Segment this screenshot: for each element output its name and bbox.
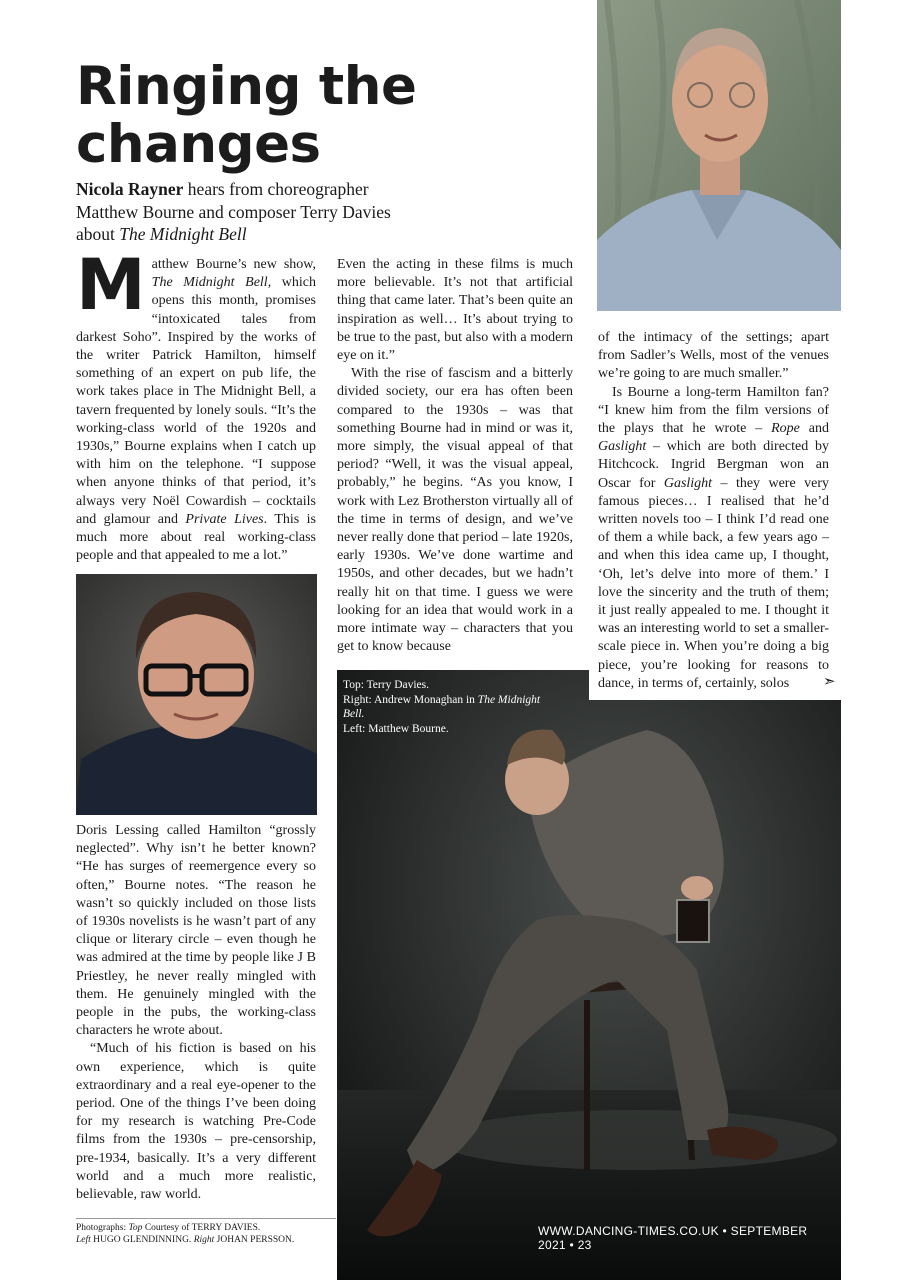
terry-davies-photo [597,0,841,311]
credits-divider [76,1218,336,1219]
footer-website-link[interactable]: WWW.DANCING-TIMES.CO.UK [538,1224,719,1238]
text-run: , which opens this month, promises “intoxicated tales from darkest Soho”. Inspired by the works of the writer Patrick Hamilton, himself something of an expert on pub life, the work takes place in The Midnight Bell, a tavern frequented by lonely souls. “It’s the working-class world of the 1920s and 1930s,” Bourne explains when I catch up with him on the telephone. “I suppose when anyone thinks of that period, it’s always very Noël Cowardish – cocktails and glamour and [76,275,316,527]
text-run: Even the acting in these films is much more believable. It’s not that artificial thing that came later. That’s been quite an inspiration as well… It’s about trying to be true to the past, but also with a modern eye on it.” [337,257,573,364]
text-run: With the rise of fascism and a bitterly divided society, our era has often been compared to the 1930s – was that something Bourne had in mind or was it, more simply, the visual appeal of that period? “Well, it was the visual appeal, probably,” he begins. “As you know, I work with Lez Brotherston virtually all of the time in terms of design, and we’ve never really done that period – late 1920s, early 1930s. We’ve done wartime and 1950s, and other decades, but we hadn’t really hit on that time. I guess we were looking for an idea that would work in a more intimate way – characters that you get to know because [337,366,573,655]
text-run: Is Bourne a long-term Hamilton fan? “I knew him from the film versions of the plays that he wrote – [598,384,829,437]
continue-arrow-icon: ➣ [823,672,836,690]
paragraph [598,384,829,693]
paragraph [76,1040,316,1204]
paragraph [76,822,316,1040]
paragraph [76,244,316,565]
article-column-2 [337,256,573,656]
photo-caption [343,678,543,736]
page-number: 23 [577,1238,592,1252]
credits-line: Left HUGO GLENDINNING. Right JOHAN PERSSON. [76,1235,295,1245]
caption-line: Right: Andrew Monaghan in The Midnight Bell. [343,693,541,721]
paragraph [598,329,829,384]
caption-line: Top: Terry Davies. [343,679,430,691]
text-run: . This is much more about real working-class people and that appealed to me a lot.” [76,511,316,564]
byline-author: Nicola Rayner [76,179,184,199]
credits-line: Photographs: Top Courtesy of TERRY DAVIES. [76,1223,261,1233]
italic-text: Gaslight [663,475,713,491]
footer-separator: • [565,1238,578,1252]
standfirst-text: hears from choreographer Matthew Bourne and composer Terry Davies about [76,179,391,244]
text-run: and [799,421,829,437]
paragraph [337,365,573,656]
footer-issue: SEPTEMBER 2021 [538,1224,808,1252]
text-run: of the intimacy of the settings; apart from Sadler’s Wells, most of the venues we’re going to are much smaller.” [598,330,829,382]
standfirst [76,178,406,246]
italic-text: The Midnight Bell [151,275,268,291]
drop-cap: M [76,244,146,326]
caption-line: Left: Matthew Bourne. [343,722,449,735]
italic-text: Rope [771,421,800,437]
text-run: Doris Lessing called Hamilton “grossly neglected”. Why isn’t he better known? “He has surges of reemergence every so often,” Bourne notes. “The reason he wasn’t so quickly included on those lists of 1930s novelists is he wasn’t part of any clique or literary circle – even though he was admired at the time by people like J B Priestley, he never really mingled with them. He genuinely mingled with the people in the pubs, the working-class characters he wrote about. [76,823,316,1039]
paragraph [337,256,573,365]
article-column-1 [76,244,316,565]
article-column-3 [598,329,829,693]
text-run: – which are both directed by Hitchcock. Ingrid Bergman won an Oscar for [598,439,829,491]
text-run: atthew Bourne’s new show, [151,257,316,272]
midnight-bell-production-photo [337,670,841,1280]
show-title: The Midnight Bell [119,224,247,244]
headline: Ringing the changes [76,56,417,175]
italic-text: Gaslight [598,439,647,455]
text-run: “Much of his fiction is based on his own experience, which is quite extraordinary and a real eye-opener to the period. One of the things I’ve been doing for my research is watching Pre-Code films from the 1930s – pre-censorship, pre-1934, basically. It’s a very different world and a much more realistic, believable, raw world. [76,1041,316,1203]
italic-text: Private Lives [185,511,264,527]
text-run: – they were very famous pieces… I realised that he’d written novels too – I think I’d read one of them a while back, a few years ago – and when this idea came up, I thought, ‘Oh, let’s delve into more of them.’ I love the sincerity and the truth of them; it just really appealed to me. I thought it was an interesting world to set a smaller-scale piece in. When you’re doing a big piece, you’re looking for reasons to dance, in terms of, certainly, solos [598,475,829,691]
page-footer [538,1224,838,1252]
matthew-bourne-photo [76,574,317,815]
article-column-1-continued [76,822,316,1204]
photo-credits [76,1222,338,1246]
footer-separator: • [718,1224,731,1238]
